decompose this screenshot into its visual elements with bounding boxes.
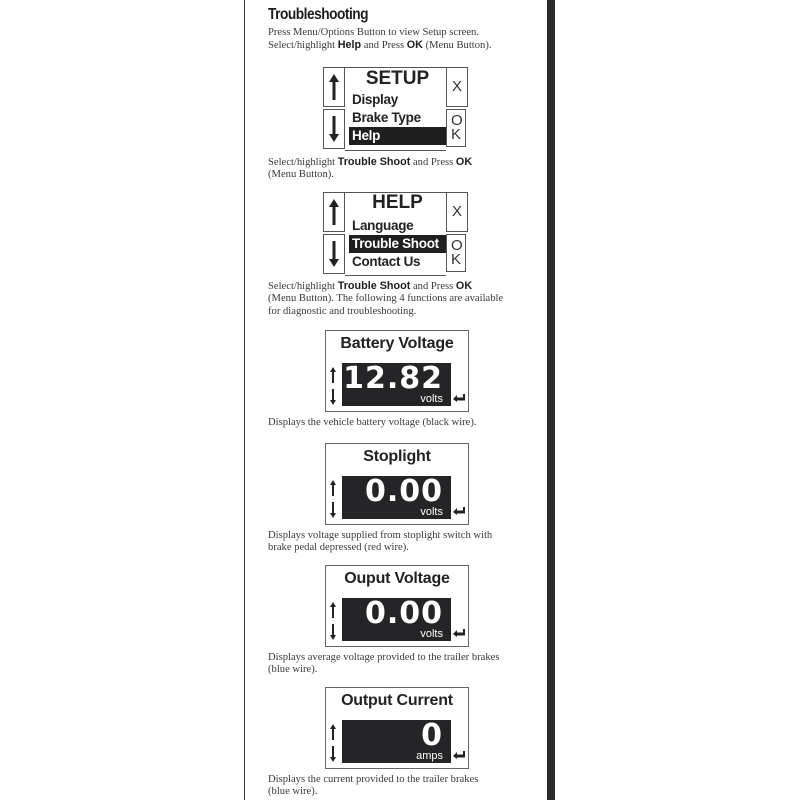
output-current-description: Displays the current provided to the trailer brakes (blue wire). <box>268 774 479 798</box>
reading-unit: volts <box>420 393 443 405</box>
screen-heading: Battery Voltage <box>340 335 454 352</box>
close-button: X <box>446 67 468 107</box>
step2-line-1: Select/highlight Trouble Shoot and Press OK <box>268 156 473 168</box>
reading-value: 0.00 <box>364 474 443 509</box>
help-screen <box>323 192 469 274</box>
value-display <box>342 598 451 641</box>
step2-paragraph <box>268 156 548 182</box>
output-current-screen <box>325 687 469 769</box>
step3-line-2: (Menu Button). The following 4 functions are available <box>268 293 504 305</box>
down-arrow-icon <box>330 389 336 405</box>
step3-line-3: for diagnostic and troubleshooting. <box>268 305 417 317</box>
up-arrow-icon <box>330 367 336 383</box>
menu-item-display: Display <box>352 92 398 107</box>
reading-unit: volts <box>420 628 443 640</box>
up-arrow-icon <box>330 602 336 618</box>
manual-page <box>244 0 547 800</box>
down-arrow-icon <box>330 746 336 762</box>
close-button: X <box>446 192 468 232</box>
output-voltage-description: Displays average voltage provided to the trailer brakes (blue wire). <box>268 652 500 676</box>
value-display <box>342 363 451 406</box>
enter-arrow-icon <box>453 507 465 515</box>
up-button <box>323 192 345 232</box>
intro-line-1: Press Menu/Options Button to view Setup screen. <box>268 27 479 38</box>
battery-voltage-description: Displays the vehicle battery voltage (black wire). <box>268 417 477 428</box>
value-display <box>342 476 451 519</box>
help-heading: HELP <box>372 192 423 213</box>
screen-heading: Output Current <box>341 692 453 709</box>
menu-item-trouble-shoot-selected: Trouble Shoot <box>349 235 448 253</box>
reading-value: 12.82 <box>343 361 443 396</box>
step3-line-1: Select/highlight Trouble Shoot and Press OK <box>268 280 473 292</box>
menu-item-language: Language <box>352 218 414 233</box>
up-arrow-icon <box>329 74 339 100</box>
page-edge-bar <box>546 0 555 800</box>
output-voltage-screen <box>325 565 469 647</box>
intro-line-2: Select/highlight Help and Press OK (Menu Button). <box>268 39 492 52</box>
enter-arrow-icon <box>453 751 465 759</box>
step3-paragraph <box>268 280 548 318</box>
reading-value: 0 <box>421 718 443 753</box>
enter-arrow-icon <box>453 394 465 402</box>
up-arrow-icon <box>329 199 339 225</box>
menu-item-contact-us: Contact Us <box>352 254 421 269</box>
down-arrow-icon <box>329 241 339 267</box>
down-arrow-icon <box>329 116 339 142</box>
up-button <box>323 67 345 107</box>
down-button <box>323 234 345 274</box>
intro-paragraph <box>268 27 548 53</box>
section-title: Troubleshooting <box>268 6 369 23</box>
up-arrow-icon <box>330 480 336 496</box>
ok-button: OK <box>446 234 466 272</box>
stoplight-description: Displays voltage supplied from stoplight switch with brake pedal depressed (red wire). <box>268 530 493 554</box>
enter-arrow-icon <box>453 629 465 637</box>
up-arrow-icon <box>330 724 336 740</box>
step2-line-2: (Menu Button). <box>268 169 334 181</box>
reading-unit: volts <box>420 506 443 518</box>
ok-button: OK <box>446 109 466 147</box>
stoplight-screen <box>325 443 469 525</box>
reading-value: 0.00 <box>364 596 443 631</box>
down-arrow-icon <box>330 624 336 640</box>
down-arrow-icon <box>330 502 336 518</box>
setup-heading: SETUP <box>365 68 430 89</box>
down-button <box>323 109 345 149</box>
value-display <box>342 720 451 763</box>
battery-voltage-screen <box>325 330 469 412</box>
reading-unit: amps <box>416 750 443 762</box>
menu-item-help-selected: Help <box>349 127 448 145</box>
menu-item-brake-type: Brake Type <box>352 110 421 125</box>
screen-heading: Ouput Voltage <box>344 570 450 587</box>
setup-screen <box>323 67 469 149</box>
screen-heading: Stoplight <box>363 448 431 465</box>
